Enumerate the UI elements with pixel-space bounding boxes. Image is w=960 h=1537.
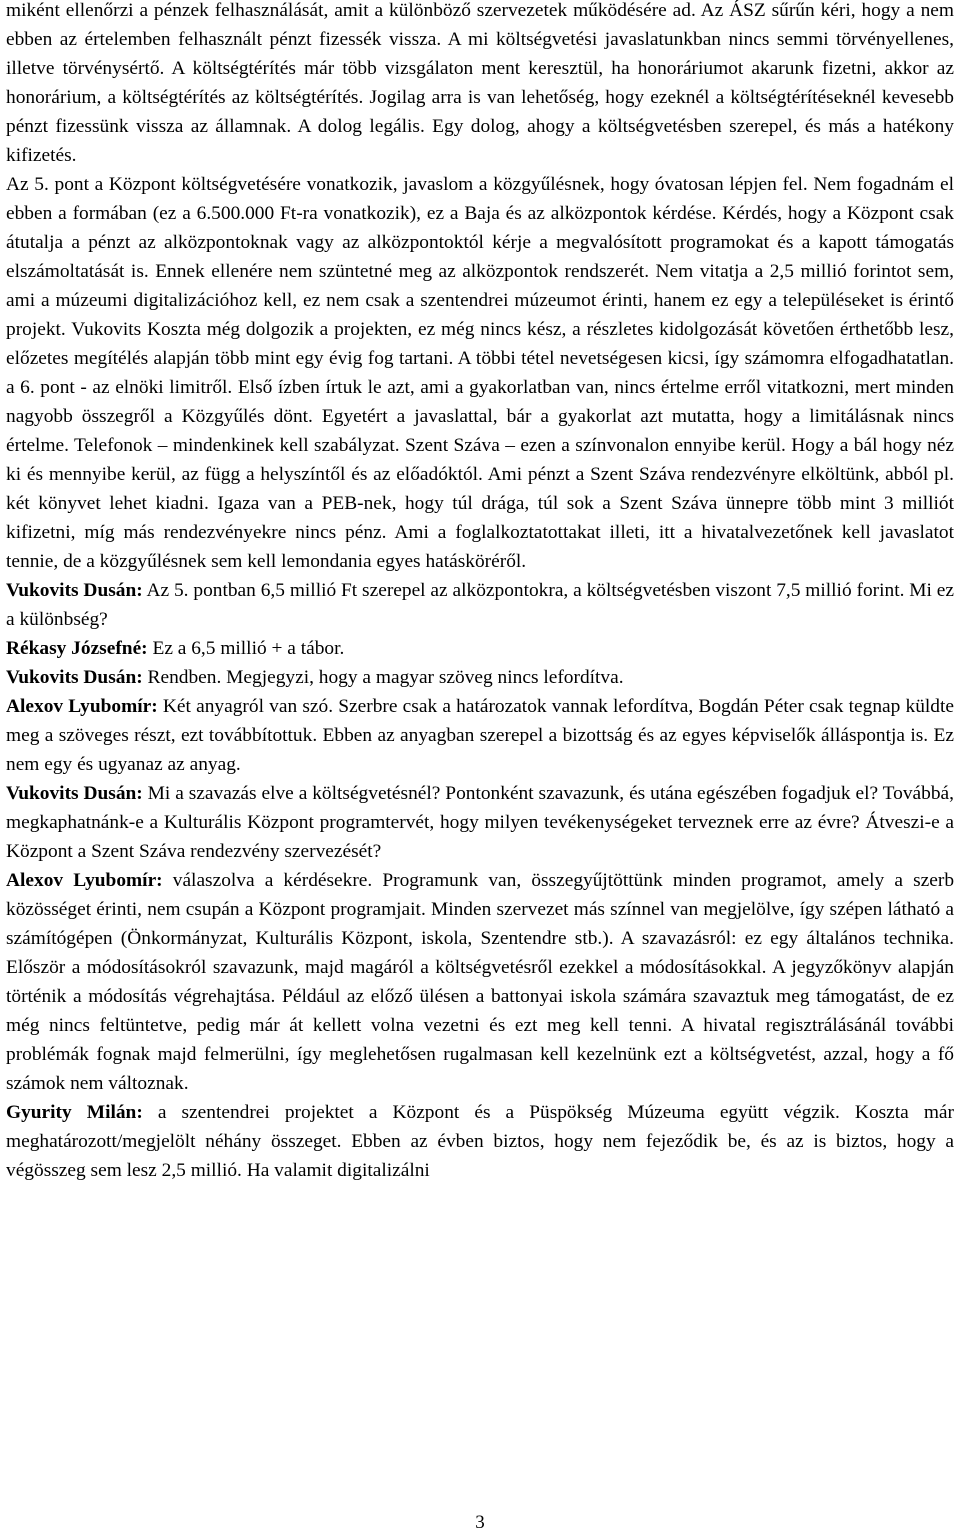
page-number: 3 — [475, 1512, 485, 1533]
speaker-name: Alexov Lyubomír: — [6, 870, 163, 891]
paragraph-text: Mi a szavazás elve a költségvetésnél? Pontonként szavazunk, és utána egészében fogadjuk el? Továbbá, megkaphatnánk-e a Kulturális Központ programtervét, hogy milyen tevékenységeket terveznek erre az évre? Átveszi-e a Központ a Szent Száva rendezvény szervezését? — [6, 783, 954, 862]
paragraph-text: miként ellenőrzi a pénzek felhasználását, amit a különböző szervezetek működésére ad. Az ÁSZ sűrűn kéri, hogy a nem ebben az értelemben felhasznált pénzt fizessék vissza. A mi költségvetési javaslatunkban nincs semmi törvényellenes, illetve törvénysértő. A költségtérítés már több vizsgálaton ment keresztül, ha honoráriumot akarunk fizetni, akkor az honorárium, a költségtérítés az költségtérítés. Jogilag arra is van lehetőség, hogy ezeknél a költségtérítéseknél kevesebb pénzt fizessünk vissza az államnak. A dolog legális. Egy dolog, ahogy a költségvetésben szerepel, és más a hatékony kifizetés. — [6, 0, 954, 166]
paragraph-text: válaszolva a kérdésekre. Programunk van, összegyűjtöttünk minden programot, amely a szerb közösséget érinti, nem csupán a Központ programjait. Minden szervezet más színnel van megjelölve, így szépen látható a számítógépen (Önkormányzat, Kulturális Központ, iskola, Szentendre stb.). A szavazásról: ez egy általános technika. Először a módosításokról szavazunk, majd magáról a költségvetésről ezekkel a módosításokkal. A jegyzőkönyv alapján történik a módosítás végrehajtása. Például az előző ülésen a battonyai iskola számára szavaztuk meg támogatást, de ez még nincs feltüntetve, pedig már át kellett volna vezetni és ezt meg kell tenni. A hivatal regisztrálásánál további problémák fognak majd felmerülni, így meglehetősen rugalmasan kell kezelnünk ezt a költségvetést, azzal, hogy a fő számok nem változnak. — [6, 870, 955, 1094]
paragraph-text: Ez a 6,5 millió + a tábor. — [147, 638, 345, 659]
speaker-name: Vukovits Dusán: — [6, 580, 143, 601]
paragraph — [6, 576, 954, 634]
paragraph-text: Két anyagról van szó. Szerbre csak a határozatok vannak lefordítva, Bogdán Péter csak tegnap küldte meg a szöveges részt, ezt továbbítottuk. Ebben az anyagban szerepel a bizottság és az egyes képviselők álláspontja is. Ez nem egy és ugyanaz az anyag. — [6, 696, 954, 775]
paragraph — [6, 866, 954, 1098]
paragraph — [6, 170, 954, 576]
paragraph-text: Az 5. pontban 6,5 millió Ft szerepel az alközpontokra, a költségvetésben viszont 7,5 millió forint. Mi ez a különbség? — [6, 580, 954, 630]
paragraph — [6, 1098, 954, 1185]
speaker-name: Alexov Lyubomír: — [6, 696, 158, 717]
paragraph — [6, 663, 954, 692]
paragraph — [6, 0, 954, 170]
speaker-name: Gyurity Milán: — [6, 1102, 143, 1123]
paragraph — [6, 779, 954, 866]
paragraph-text: a szentendrei projektet a Központ és a Püspökség Múzeuma együtt végzik. Koszta már meghatározott/megjelölt néhány összeget. Ebben az évben biztos, hogy nem fejeződik be, és az is biztos, hogy a végösszeg sem lesz 2,5 millió. Ha valamit digitalizálni — [6, 1102, 954, 1181]
document-body — [6, 0, 954, 1185]
paragraph — [6, 634, 954, 663]
paragraph — [6, 692, 954, 779]
paragraph-text: Rendben. Megjegyzi, hogy a magyar szöveg nincs lefordítva. — [142, 667, 624, 688]
speaker-name: Vukovits Dusán: — [6, 667, 143, 688]
speaker-name: Rékasy Józsefné: — [6, 638, 148, 659]
paragraph-text: Az 5. pont a Központ költségvetésére vonatkozik, javaslom a közgyűlésnek, hogy óvatosan lépjen fel. Nem fogadnám el ebben a formában (ez a 6.500.000 Ft-ra vonatkozik), ez a Baja és az alközpontok kérdése. Kérdés, hogy a Központ csak átutalja a pénzt az alközpontoknak vagy az alközpontoktól kérje a megvalósított programokat és a kapott támogatás elszámoltatását is. Ennek ellenére nem szüntetné meg az alközpontok rendszerét. Nem vitatja a 2,5 millió forintot sem, ami a múzeumi digitalizációhoz kell, ez nem csak a szentendrei múzeumot érinti, hanem ez egy a településeket is érintő projekt. Vukovits Koszta még dolgozik a projekten, ez még nincs kész, a részletes kidolgozását követően érthetőbb lesz, előzetes megítélés alapján több mint egy évig fog tartani. A többi tétel nevetségesen kicsi, így számomra elfogadhatatlan. a 6. pont - az elnöki limitről. Első ízben írtuk le azt, ami a gyakorlatban van, nincs értelme erről vitatkozni, mert minden nagyobb összegről a Közgyűlés dönt. Egyetért a javaslattal, bár a gyakorlat azt mutatta, hogy a limitálásnak nincs értelme. Telefonok – mindenkinek kell szabályzat. Szent Száva – ezen a színvonalon ennyibe kerül. Hogy a bál hogy néz ki és mennyibe kerül, az függ a helyszíntől és az előadóktól. Ami pénzt a Szent Száva rendezvényre elköltünk, abból pl. két könyvet lehet kiadni. Igaza van a PEB-nek, hogy túl drága, túl sok a Szent Száva ünnepre több mint 3 milliót kifizetni, míg más rendezvényekre nincs pénz. Ami a foglalkoztatottakat illeti, itt a hivatalvezetőnek kell javaslatot tennie, de a közgyűlésnek sem kell lemondania egyes hatásköréről. — [6, 174, 954, 572]
speaker-name: Vukovits Dusán: — [6, 783, 143, 804]
